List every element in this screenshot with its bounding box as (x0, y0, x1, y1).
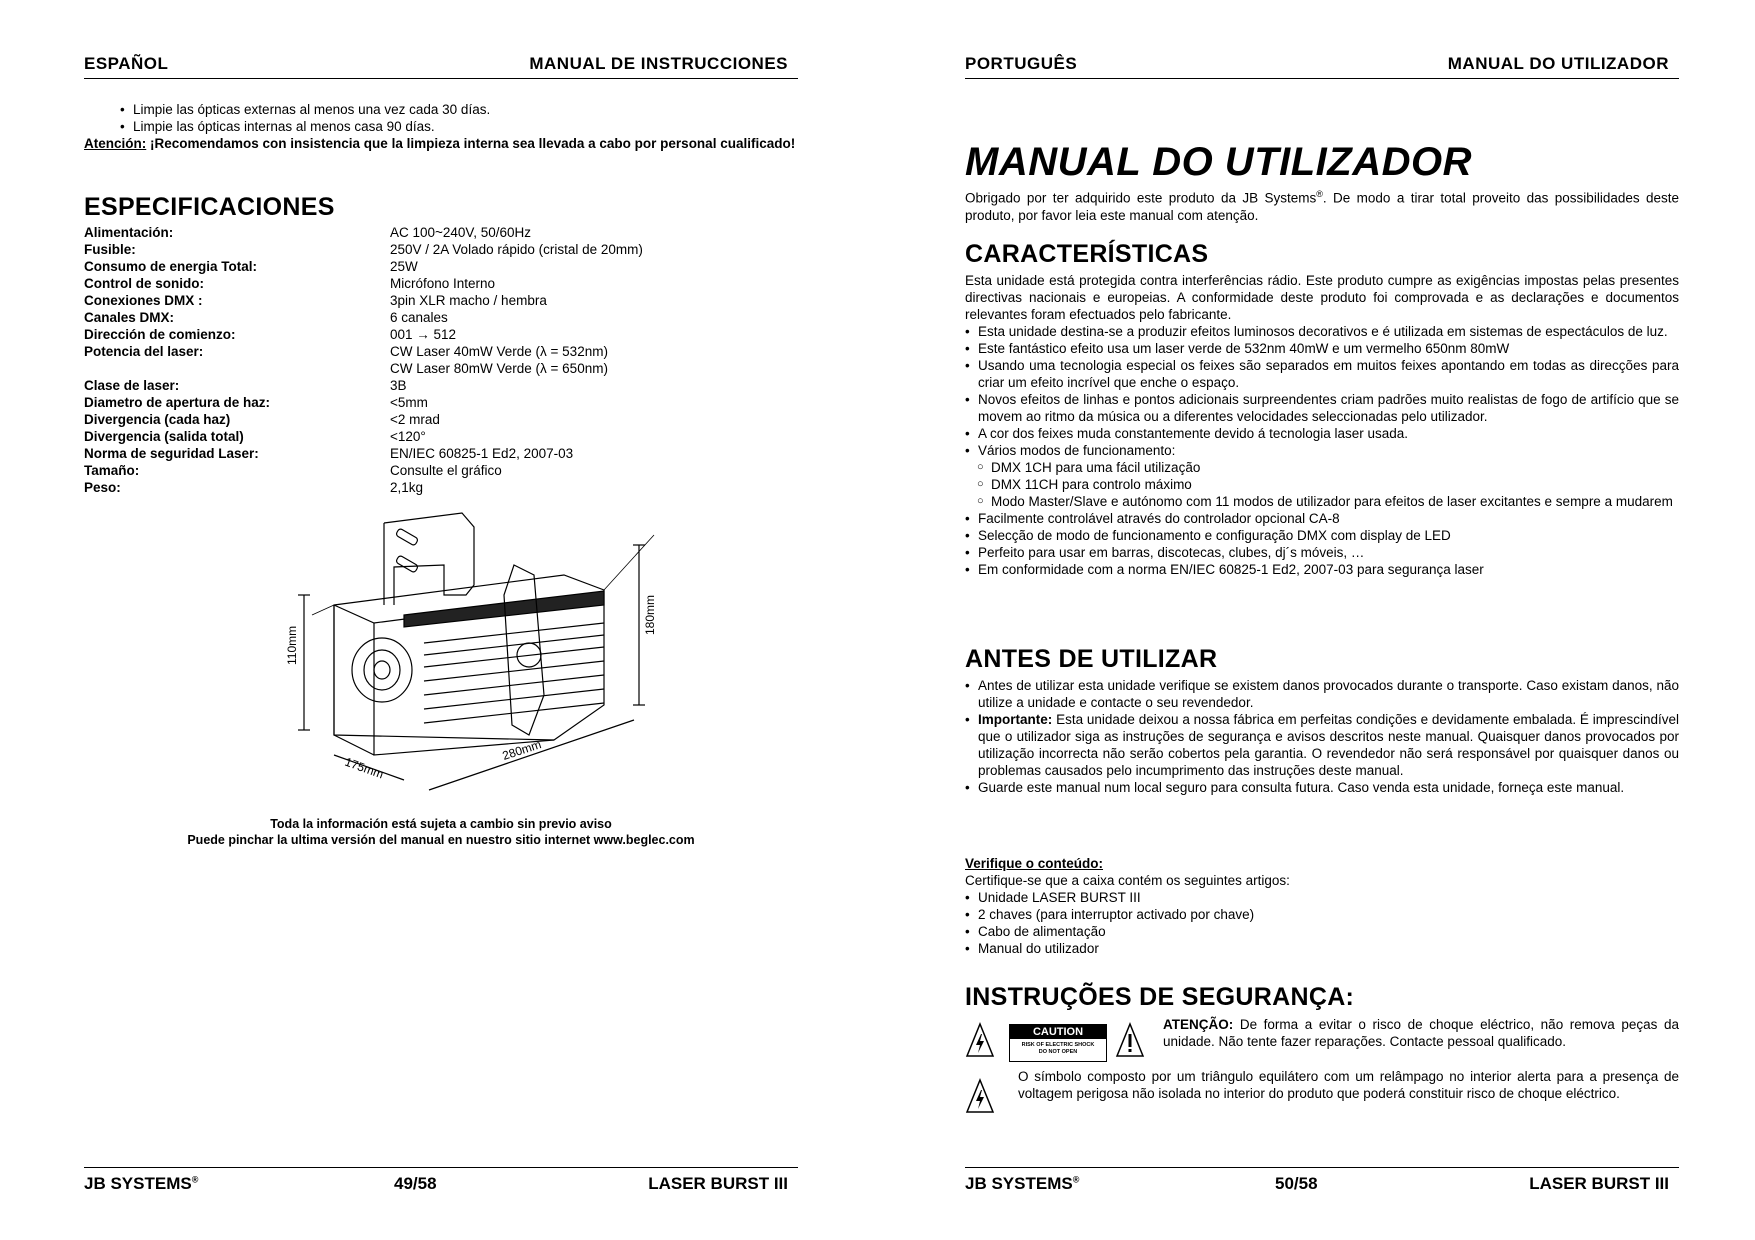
attention-label: ATENÇÃO: (1163, 1017, 1234, 1032)
list-item: ○ DMX 11CH para controlo máximo (965, 476, 1679, 493)
spec-table (84, 224, 643, 496)
spec-value: 3B (390, 378, 407, 393)
disclaimer (84, 816, 798, 848)
table-row (84, 445, 643, 462)
table-row (84, 479, 643, 496)
caution-label: CAUTION (1010, 1025, 1106, 1039)
features-section (965, 272, 1679, 578)
list-item (965, 711, 1679, 779)
dim-total-height: 180mm (643, 594, 657, 635)
safety-title: INSTRUÇÕES DE SEGURANÇA: (965, 983, 1355, 1011)
page-title: MANUAL DO UTILIZADOR (965, 140, 1472, 184)
list-item: • A cor dos feixes muda constantemente devido á tecnologia laser usada. (965, 425, 1679, 442)
table-row (84, 360, 643, 377)
list-item: • Cabo de alimentação (965, 923, 1679, 940)
footer-model: LASER BURST III (1529, 1174, 1669, 1193)
spec-key: Potencia del laser: (84, 344, 204, 359)
header-language: ESPAÑOL (84, 54, 169, 73)
list-item: ○ DMX 1CH para uma fácil utilização (965, 459, 1679, 476)
intro (965, 186, 1679, 224)
page-header (965, 54, 1679, 79)
spec-key: Alimentación: (84, 225, 174, 240)
registered-mark: ® (1072, 1174, 1080, 1185)
spec-value: 25W (390, 259, 418, 274)
list-item: • Limpie las ópticas externas al menos una vez cada 30 días. (120, 101, 798, 118)
cleaning-list (120, 101, 798, 135)
spec-key: Norma de seguridad Laser: (84, 446, 259, 461)
lightning-warning-icon (965, 1078, 995, 1114)
table-row (84, 326, 643, 343)
spec-key: Diametro de apertura de haz: (84, 395, 271, 410)
spec-key: Fusible: (84, 242, 136, 257)
list-item: • Unidade LASER BURST III (965, 889, 1679, 906)
list-item: • Novos efeitos de linhas e pontos adicionais surpreendentes criam padrões muito realistas de fogo de artifício que se movem ao ritmo da música ou a diferentes velocidades seleccionadas pelo utilizador. (965, 391, 1679, 425)
list-item: • Esta unidade destina-se a produzir efeitos luminosos decorativos e é utilizada em sistemas de espectáculos de luz. (965, 323, 1679, 340)
spec-value: CW Laser 80mW Verde (λ = 650nm) (390, 361, 608, 376)
table-row (84, 462, 643, 479)
symbol-paragraph: O símbolo composto por um triângulo equilátero com um relâmpago no interior alerta para a presença de voltagem perigosa não isolada no interior do produto que poderá constituir risco de choque eléctrico. (1018, 1069, 1679, 1101)
table-row (84, 258, 643, 275)
exclamation-warning-icon (1115, 1022, 1145, 1058)
table-row (84, 428, 643, 445)
spec-value: <5mm (390, 395, 428, 410)
attention-label: Atención: (84, 136, 147, 151)
page-footer (84, 1167, 798, 1198)
spec-value: CW Laser 40mW Verde (λ = 532nm) (390, 344, 608, 359)
spec-value: 2,1kg (390, 480, 424, 495)
verify-list (965, 889, 1679, 957)
table-row (84, 292, 643, 309)
disclaimer-line-2: Puede pinchar la ultima versión del manual en nuestro sitio internet www.beglec.com (187, 833, 695, 847)
verify-section (965, 855, 1679, 957)
list-item: • Manual do utilizador (965, 940, 1679, 957)
attention-text: ¡Recomendamos con insistencia que la limpieza interna sea llevada a cabo por personal cualificado! (146, 136, 796, 151)
footer-brand (965, 1174, 1079, 1194)
spec-key: Consumo de energia Total: (84, 259, 258, 274)
spec-value: 6 canales (390, 310, 448, 325)
modes-list (965, 459, 1679, 510)
attention-paragraph (1163, 1016, 1679, 1050)
left-page (84, 0, 798, 1240)
caution-sub-1: RISK OF ELECTRIC SHOCK (1021, 1042, 1095, 1048)
spec-value: 3pin XLR macho / hembra (390, 293, 547, 308)
list-item: • Guarde este manual num local seguro para consulta futura. Caso venda esta unidade, forneça este manual. (965, 779, 1679, 796)
spec-value: <2 mrad (390, 412, 440, 427)
spec-title: ESPECIFICACIONES (84, 193, 335, 221)
before-title: ANTES DE UTILIZAR (965, 645, 1218, 673)
spec-key: Canales DMX: (84, 310, 175, 325)
features-list-2 (965, 510, 1679, 578)
before-list (965, 677, 1679, 796)
product-dimension-drawing (234, 505, 734, 805)
spec-value: 250V / 2A Volado rápido (cristal de 20mm) (390, 242, 643, 257)
attention-text: De forma a evitar o risco de choque eléctrico, não remova peças da unidade. Não tente fazer reparações. Contacte pessoal qualificado. (1163, 1017, 1679, 1049)
spec-value: Micrófono Interno (390, 276, 496, 291)
features-intro: Esta unidade está protegida contra interferências rádio. Este produto cumpre as exigências impostas pelas presentes directivas nacionais e europeias. A conformidade deste produto foi comprovada e as declarações e documentos relevantes foram efectuados pelo fabricante. (965, 273, 1679, 322)
brand-name: JB SYSTEMS (965, 1174, 1073, 1193)
disclaimer-line-1: Toda la información está sujeta a cambio sin previo aviso (270, 817, 612, 831)
list-item: • Vários modos de funcionamento: (965, 442, 1679, 459)
spec-value: Consulte el gráfico (390, 463, 502, 478)
list-item: • Perfeito para usar em barras, discotecas, clubes, dj´s móveis, … (965, 544, 1679, 561)
list-item: • Limpie las ópticas internas al menos casa 90 días. (120, 118, 798, 135)
brand-name: JB SYSTEMS (84, 1174, 192, 1193)
lightning-warning-icon (965, 1022, 995, 1058)
list-item: • Facilmente controlável através do controlador opcional CA-8 (965, 510, 1679, 527)
spec-value: 001 → 512 (390, 327, 457, 342)
lens (352, 638, 412, 702)
page-number: 50/58 (1275, 1174, 1318, 1193)
spec-value: EN/IEC 60825-1 Ed2, 2007-03 (390, 446, 574, 461)
page-header (84, 54, 798, 79)
attention-note (84, 135, 798, 152)
caution-label-box (1009, 1024, 1107, 1062)
spec-key: Tamaño: (84, 463, 140, 478)
table-row (84, 343, 643, 360)
spec-value: AC 100~240V, 50/60Hz (390, 225, 531, 240)
important-label: Importante: (978, 712, 1053, 727)
spec-key: Dirección de comienzo: (84, 327, 236, 342)
verify-intro: Certifique-se que a caixa contém os seguintes artigos: (965, 873, 1290, 888)
spec-key (84, 360, 390, 377)
page-footer (965, 1167, 1679, 1198)
before-section (965, 677, 1679, 796)
table-row (84, 394, 643, 411)
verify-title: Verifique o conteúdo: (965, 856, 1104, 871)
list-item: • Este fantástico efeito usa um laser verde de 532nm 40mW e um vermelho 650nm 80mW (965, 340, 1679, 357)
list-item: ○ Modo Master/Slave e autónomo com 11 modos de utilizador para efeitos de laser excitantes e sempre a mudarem (965, 493, 1679, 510)
header-language: PORTUGUÊS (965, 54, 1078, 73)
spec-value: <120° (390, 429, 426, 444)
right-page (965, 0, 1679, 1240)
features-title: CARACTERÍSTICAS (965, 240, 1209, 268)
table-row (84, 224, 643, 241)
header-title: MANUAL DE INSTRUCCIONES (529, 54, 788, 73)
intro-text-a: Obrigado por ter adquirido este produto da JB Systems (965, 190, 1317, 206)
registered-mark: ® (1316, 189, 1323, 199)
registered-mark: ® (191, 1174, 199, 1185)
table-row (84, 309, 643, 326)
spec-key: Divergencia (salida total) (84, 429, 244, 444)
important-text: Esta unidade deixou a nossa fábrica em perfeitas condições e devidamente embalada. É imprescindível que o utilizador siga as instruções de segurança e avisos descritos neste manual. Quaisquer danos provocados por utilização incorrecta não serão cobertos pela garantia. O revendedor não será responsável por quaisquer danos ou problemas causados pelo incumprimento das instruções deste manual. (978, 712, 1679, 778)
table-row (84, 411, 643, 428)
list-item: • Em conformidade com a norma EN/IEC 60825-1 Ed2, 2007-03 para segurança laser (965, 561, 1679, 578)
footer-brand (84, 1174, 198, 1194)
spec-key: Clase de laser: (84, 378, 180, 393)
caution-sub-2: DO NOT OPEN (1038, 1049, 1078, 1055)
table-row (84, 275, 643, 292)
footer-model: LASER BURST III (648, 1174, 788, 1193)
list-item: • Selecção de modo de funcionamento e configuração DMX com display de LED (965, 527, 1679, 544)
table-row (84, 241, 643, 258)
dim-width: 280mm (500, 737, 543, 763)
spec-key: Control de sonido: (84, 276, 204, 291)
list-item: • Usando uma tecnologia especial os feixes são separados em muitos feixes apontando em todas as direcções para criar um efeito incrível que enche o espaço. (965, 357, 1679, 391)
list-item: • 2 chaves (para interruptor activado por chave) (965, 906, 1679, 923)
cleaning-section (84, 101, 798, 152)
table-row (84, 377, 643, 394)
dim-height: 110mm (285, 625, 299, 665)
intro-text-b: . De modo a tirar total proveito das possibilidades deste produto, por favor leia este manual com atenção. (965, 190, 1680, 223)
dim-depth: 175mm (342, 754, 386, 782)
list-item: • Antes de utilizar esta unidade verifique se existem danos provocados durante o transporte. Caso existam danos, não utilize a unidade e contacte o seu revendedor. (965, 677, 1679, 711)
spec-key: Conexiones DMX : (84, 293, 203, 308)
header-title: MANUAL DO UTILIZADOR (1447, 54, 1669, 73)
features-list (965, 323, 1679, 459)
spec-key: Peso: (84, 480, 121, 495)
spec-key: Divergencia (cada haz) (84, 412, 231, 427)
page-number: 49/58 (394, 1174, 437, 1193)
